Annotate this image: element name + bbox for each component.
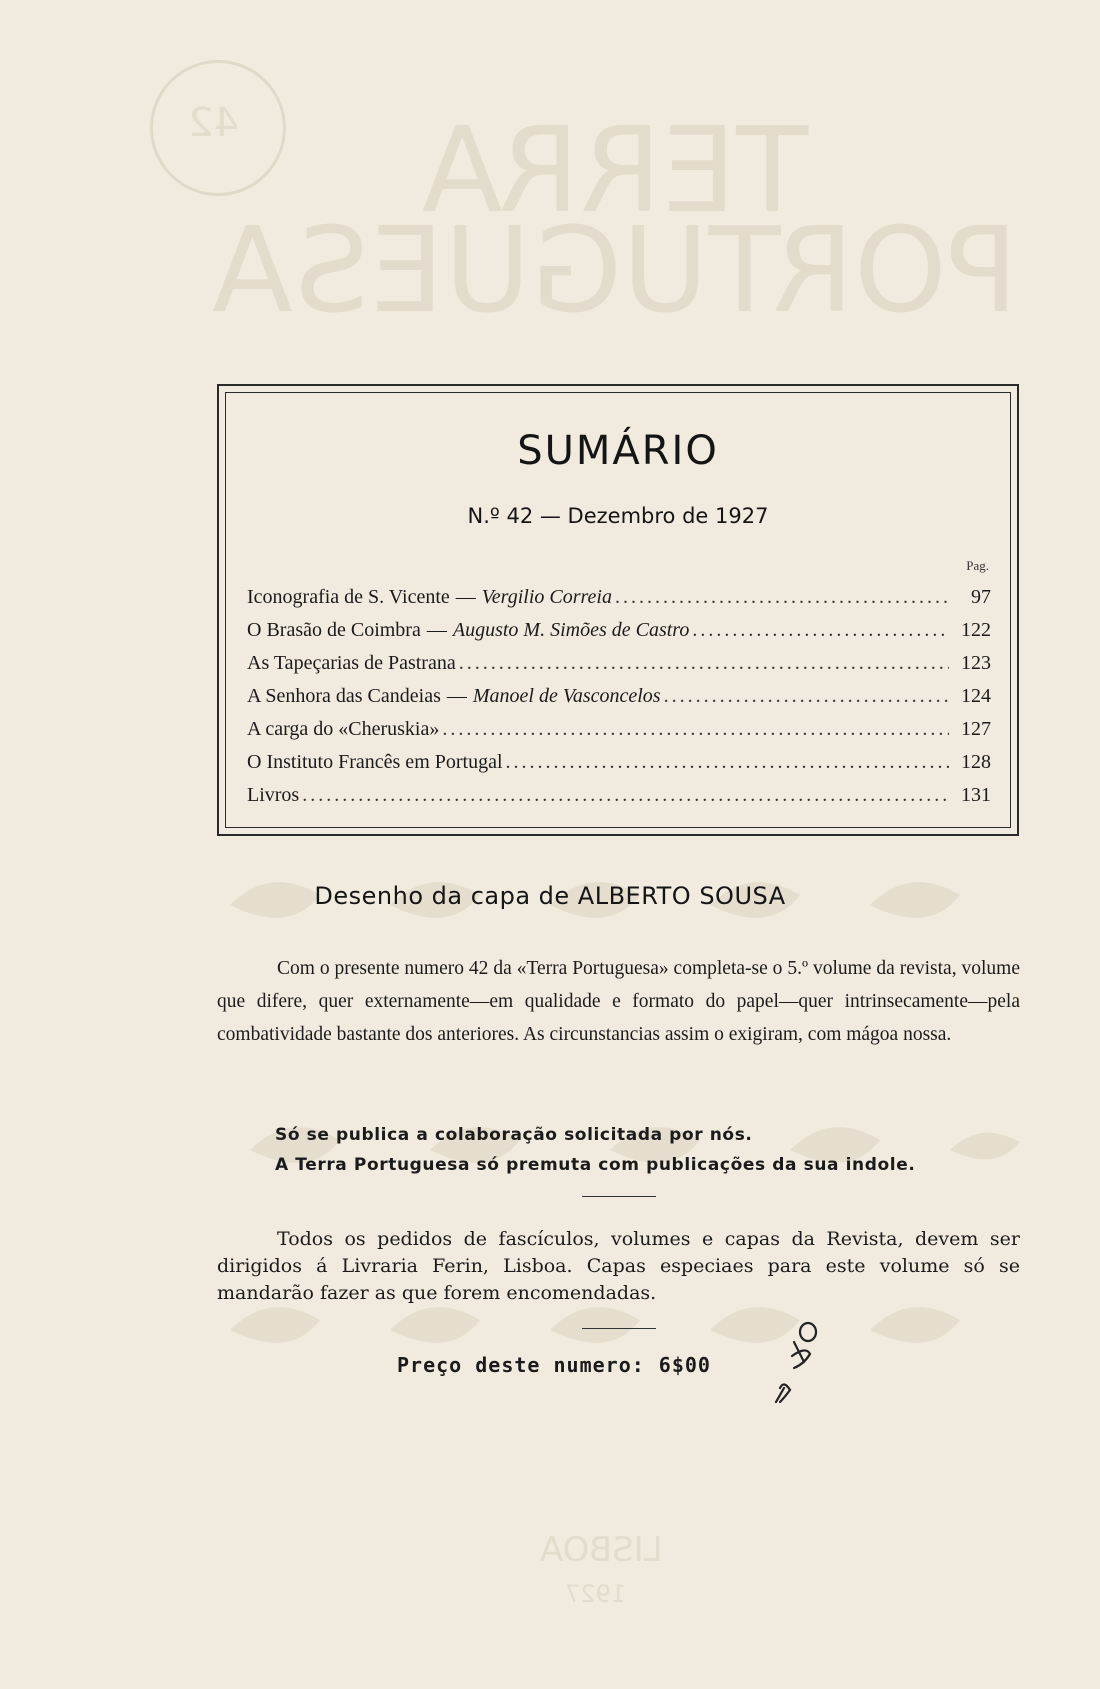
toc-author: Augusto M. Simões de Castro xyxy=(452,619,690,641)
divider-rule xyxy=(582,1328,656,1329)
price-label: Preço deste numero: xyxy=(397,1353,645,1377)
notice-line-1: Só se publica a colaboração solicitada por nós. xyxy=(275,1125,753,1145)
page-column-label: Pag. xyxy=(966,558,989,573)
toc-entry-text: A Senhora das Candeias — Manoel de Vasconcelos xyxy=(247,685,661,707)
toc-title: O Brasão de Coimbra xyxy=(247,619,421,641)
table-of-contents xyxy=(247,586,991,817)
dot-leader xyxy=(615,586,949,609)
toc-entry xyxy=(247,718,991,751)
toc-entry-text xyxy=(247,652,456,675)
toc-entry xyxy=(247,586,991,619)
notice-line-2: A Terra Portuguesa só premuta com publicações da sua indole. xyxy=(275,1155,916,1175)
summary-title: SUMÁRIO xyxy=(517,428,719,474)
ghost-masthead-text: TERRA PORTUGUESA xyxy=(211,101,1019,339)
handwritten-price-correction xyxy=(750,1318,830,1408)
toc-entry-text xyxy=(247,784,299,807)
toc-entry-text xyxy=(247,718,439,741)
divider-rule xyxy=(582,1196,656,1197)
orders-paragraph: Todos os pedidos de fascículos, volumes e capas da Revista, devem ser dirigidos á Livraria Ferin, Lisboa. Capas especiaes para este volume só se mandarão fazer as que forem encomendadas. xyxy=(217,1228,1020,1304)
toc-page: 123 xyxy=(961,652,991,674)
ghost-masthead xyxy=(150,101,1080,339)
toc-entry-text: O Brasão de Coimbra — Augusto M. Simões de Castro xyxy=(247,619,690,641)
toc-entry xyxy=(247,685,991,718)
dot-leader xyxy=(664,685,949,708)
toc-author: Vergilio Correia xyxy=(481,586,612,608)
toc-title: As Tapeçarias de Pastrana xyxy=(247,652,456,674)
toc-title: Livros xyxy=(247,784,300,806)
dot-leader xyxy=(692,619,949,642)
toc-title: A Senhora das Candeias xyxy=(247,685,441,707)
toc-page: 124 xyxy=(961,685,991,707)
toc-entry-text xyxy=(247,751,503,774)
toc-title: O Instituto Francês em Portugal xyxy=(247,751,503,773)
dot-leader xyxy=(459,652,949,675)
summary-box xyxy=(217,384,1019,836)
toc-entry xyxy=(247,784,991,817)
dot-leader xyxy=(302,784,949,807)
toc-author: Manoel de Vasconcelos xyxy=(472,685,661,707)
toc-page: 128 xyxy=(961,751,991,773)
toc-page: 97 xyxy=(971,586,991,608)
ghost-city: LISBOA xyxy=(540,1530,663,1570)
dot-leader xyxy=(506,751,949,774)
cover-credit: Desenho da capa de ALBERTO SOUSA xyxy=(314,882,786,910)
dot-leader xyxy=(442,718,949,741)
toc-page: 122 xyxy=(961,619,991,641)
toc-entry xyxy=(247,751,991,784)
price-amount: 6$00 xyxy=(658,1353,711,1377)
ghost-year: 1927 xyxy=(565,1580,627,1608)
toc-page: 127 xyxy=(961,718,991,740)
price-line xyxy=(397,1353,711,1377)
intro-paragraph: Com o presente numero 42 da «Terra Portuguesa» completa-se o 5.º volume da revista, volume que difere, quer externamente—em qualidade e formato do papel—quer intrinsecamente—pela combatividade bastante dos anteriores. As circunstancias assim o exigiram, com mágoa nossa. xyxy=(217,958,1020,1045)
toc-title: Iconografia de S. Vicente xyxy=(247,586,450,608)
issue-line: N.º 42 — Dezembro de 1927 xyxy=(467,504,769,528)
toc-entry-text: Iconografia de S. Vicente — Vergilio Correia xyxy=(247,586,612,608)
collaboration-notice xyxy=(275,1120,995,1180)
ghost-issue-mark: 42 xyxy=(188,100,239,146)
toc-entry xyxy=(247,652,991,685)
toc-entry xyxy=(247,619,991,652)
toc-title: A carga do «Cheruskia» xyxy=(247,718,440,740)
toc-page: 131 xyxy=(961,784,991,806)
